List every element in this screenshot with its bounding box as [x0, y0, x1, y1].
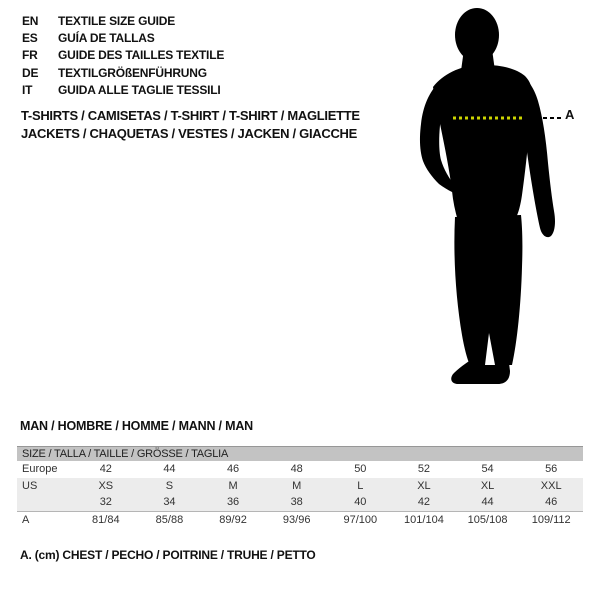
measurement-footnote: A. (cm) CHEST / PECHO / POITRINE / TRUHE / PETTO [20, 548, 316, 562]
size-cell: XL [480, 479, 495, 492]
silhouette-shoe [451, 355, 510, 384]
size-cell: XXL [540, 479, 562, 492]
language-row-en [22, 12, 224, 29]
size-cell: M [292, 479, 302, 492]
size-cell: 44 [163, 463, 176, 475]
size-cell: 52 [417, 463, 431, 475]
gender-label: MAN / HOMBRE / HOMME / MANN / MAN [20, 419, 253, 433]
row-label: Europe [22, 463, 58, 475]
language-title: TEXTILE SIZE GUIDE [58, 13, 176, 28]
size-cell: 97/100 [343, 513, 378, 526]
row-label [17, 494, 74, 511]
language-list [22, 12, 224, 99]
size-cell: 81/84 [92, 513, 120, 526]
language-code: DE [22, 65, 39, 80]
table-row-numeric [17, 494, 583, 511]
language-row-it [22, 82, 224, 99]
language-row-de [22, 64, 224, 81]
size-cell: 44 [481, 496, 494, 508]
man-figure [418, 5, 582, 395]
language-title: GUÍA DE TALLAS [58, 31, 155, 46]
row-label: A [22, 513, 30, 526]
size-cell: 46 [545, 496, 558, 508]
table-row-chest [17, 511, 583, 529]
table-row-us [17, 478, 583, 495]
size-cell: 36 [226, 496, 240, 508]
size-cell: S [165, 479, 174, 492]
size-cell: L [357, 479, 364, 492]
size-cell: 32 [99, 496, 112, 508]
size-cell: 40 [354, 496, 367, 508]
category-line-tshirts: T-SHIRTS / CAMISETAS / T-SHIRT / T-SHIRT / MAGLIETTE [21, 108, 360, 123]
size-cell: 56 [545, 463, 558, 475]
language-code: FR [22, 48, 38, 63]
language-code: EN [22, 13, 39, 28]
size-cell: 48 [290, 463, 303, 475]
size-table [17, 446, 583, 528]
size-cell: 42 [417, 496, 431, 508]
size-cell: 101/104 [404, 513, 444, 526]
size-cell: 89/92 [219, 513, 247, 526]
size-cell: 105/108 [467, 513, 508, 526]
measurement-a-label: A [565, 107, 575, 122]
size-cell: 50 [354, 463, 367, 475]
language-title: TEXTILGRÖßENFÜHRUNG [58, 65, 207, 80]
size-cell: 46 [226, 463, 240, 475]
size-cell: 38 [290, 496, 303, 508]
size-cell: XS [98, 479, 114, 492]
language-row-fr [22, 47, 224, 64]
size-cell: M [228, 479, 238, 492]
table-row-europe [17, 461, 583, 478]
language-row-es [22, 29, 224, 46]
language-title: GUIDE DES TAILLES TEXTILE [58, 48, 225, 63]
size-table-header: SIZE / TALLA / TAILLE / GRÖSSE / TAGLIA [17, 446, 583, 461]
garment-categories [21, 107, 360, 142]
size-cell: 85/88 [155, 513, 184, 526]
language-title: GUIDA ALLE TAGLIE TESSILI [58, 83, 221, 98]
language-code: IT [22, 83, 33, 98]
size-cell: XL [417, 479, 431, 492]
size-cell: 42 [99, 463, 112, 475]
category-line-jackets: JACKETS / CHAQUETAS / VESTES / JACKEN / GIACCHE [21, 125, 357, 141]
language-code: ES [22, 31, 38, 46]
row-label: US [22, 479, 38, 492]
size-cell: 93/96 [282, 513, 311, 526]
man-silhouette [418, 5, 568, 393]
size-cell: 109/112 [531, 513, 571, 526]
size-cell: 54 [481, 463, 494, 475]
size-cell: 34 [163, 496, 176, 508]
